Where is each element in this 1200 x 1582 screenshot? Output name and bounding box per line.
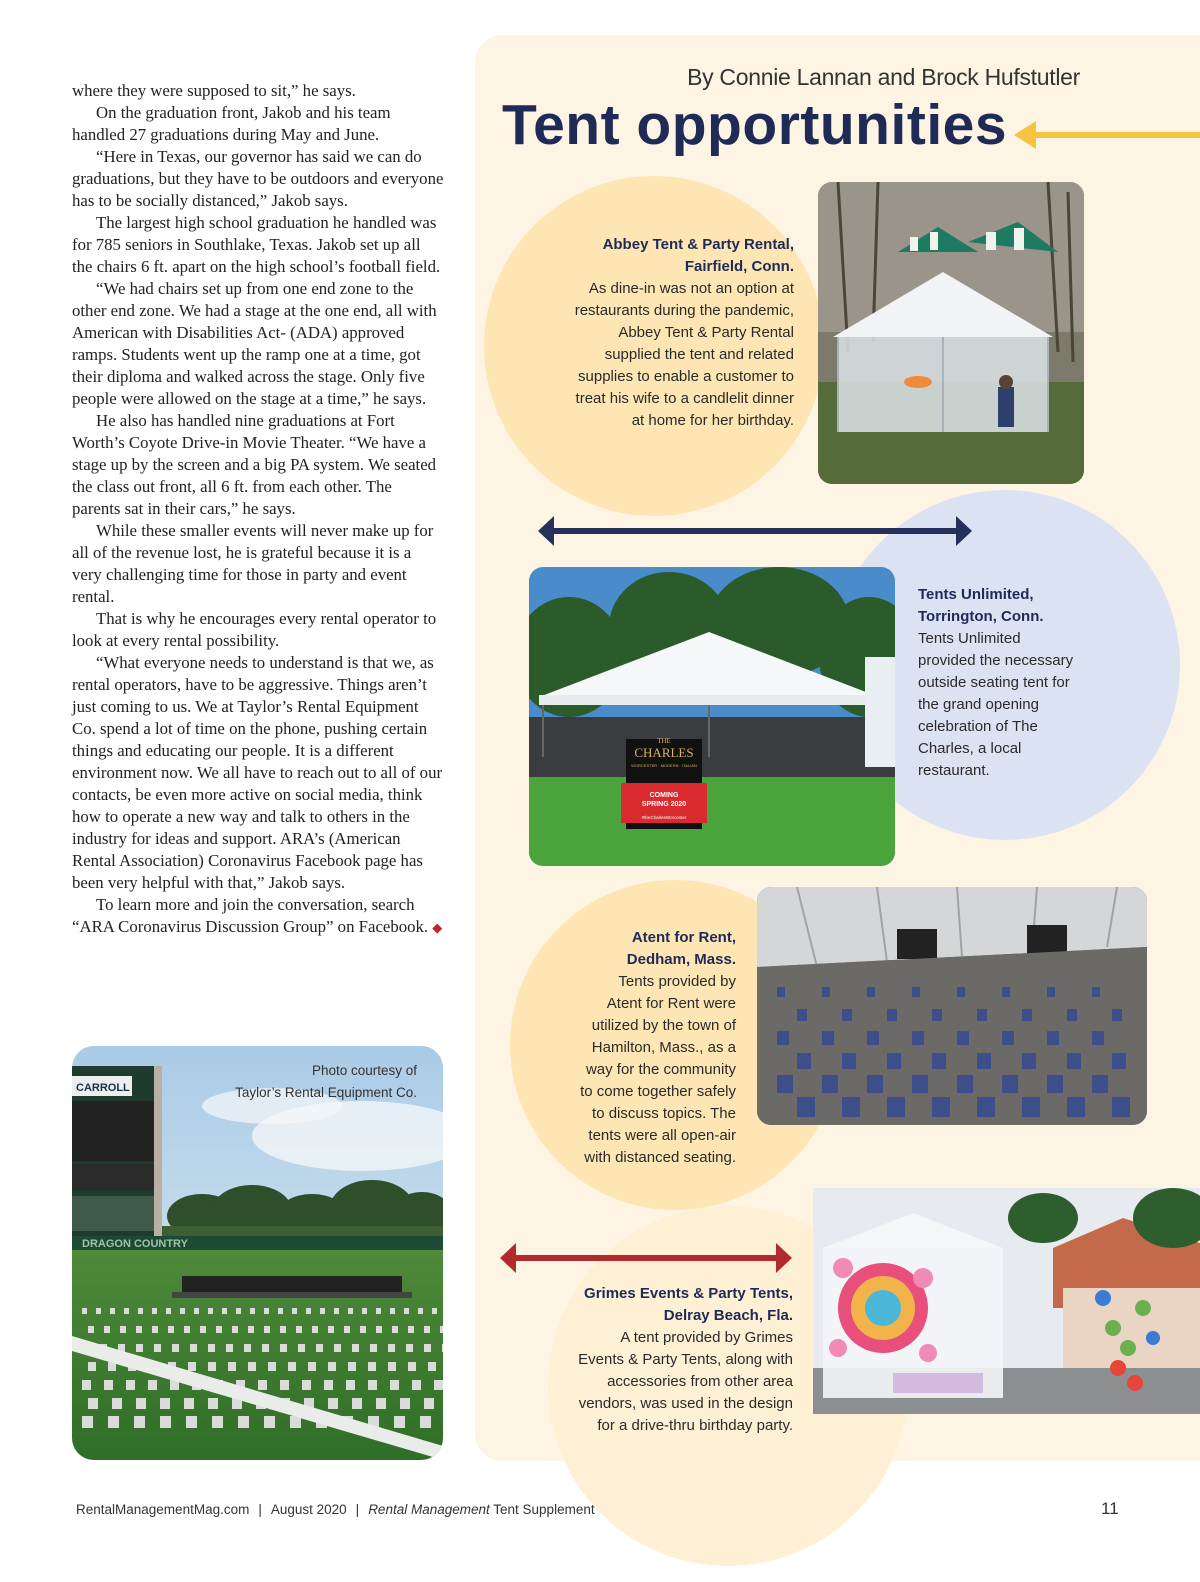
caption-line: tents were all open-air xyxy=(588,1127,736,1144)
article-paragraph: On the graduation front, Jakob and his team handled 27 graduations during May and June. xyxy=(72,103,391,144)
chair xyxy=(328,1326,334,1333)
caption-line: provided the necessary xyxy=(918,652,1074,669)
page-title: Tent opportunities xyxy=(502,93,1008,157)
chair xyxy=(160,1398,170,1409)
chair xyxy=(316,1344,323,1352)
tent-chair xyxy=(977,1009,987,1021)
chair xyxy=(112,1398,122,1409)
chair xyxy=(186,1416,197,1428)
chair xyxy=(104,1326,110,1333)
stadium-illustration xyxy=(72,1046,443,1460)
chair xyxy=(208,1362,216,1371)
chair xyxy=(388,1344,395,1352)
chair xyxy=(262,1344,269,1352)
footer-site: RentalManagementMag.com xyxy=(76,1502,250,1517)
caption-name: Atent for Rent, xyxy=(631,929,736,946)
article-body xyxy=(72,80,444,939)
chair xyxy=(312,1326,318,1333)
tent-chair xyxy=(822,1031,834,1045)
chair xyxy=(184,1398,194,1409)
tent-chair xyxy=(1092,987,1100,997)
chair xyxy=(226,1344,233,1352)
tent-chair xyxy=(867,1031,879,1045)
chair xyxy=(228,1362,236,1371)
chair xyxy=(348,1362,356,1371)
photo-credit-line: Taylor’s Rental Equipment Co. xyxy=(235,1085,417,1100)
chair xyxy=(418,1308,423,1314)
caption-line: with distanced seating. xyxy=(584,1149,736,1166)
stadium-photo xyxy=(72,1046,443,1460)
chair xyxy=(376,1326,382,1333)
dragon-country-banner: DRAGON COUNTRY xyxy=(82,1238,188,1250)
caption-line: Charles, a local xyxy=(918,740,1022,757)
caption-line: Atent for Rent were xyxy=(606,995,736,1012)
chair xyxy=(280,1326,286,1333)
page-number: 11 xyxy=(1101,1499,1119,1518)
chair xyxy=(152,1308,157,1314)
tent-chair xyxy=(957,1031,969,1045)
chair xyxy=(110,1308,115,1314)
caption-line: Hamilton, Mass., as a xyxy=(591,1039,736,1056)
tent-chair xyxy=(777,987,785,997)
chair xyxy=(280,1344,287,1352)
caption-name: Fairfield, Conn. xyxy=(684,258,794,275)
chair xyxy=(134,1416,145,1428)
chair xyxy=(82,1416,93,1428)
caption-grimes-events xyxy=(545,1283,793,1437)
tent-chair xyxy=(1047,987,1055,997)
chair xyxy=(420,1416,431,1428)
tent-chair xyxy=(912,987,920,997)
double-arrow-navy-icon xyxy=(536,514,974,548)
atent-interior-illustration xyxy=(757,887,1147,1125)
chair xyxy=(424,1398,434,1409)
caption-line: A tent provided by Grimes xyxy=(620,1329,793,1346)
caption-line: Events & Party Tents, along with xyxy=(578,1351,793,1368)
footer-separator: | xyxy=(355,1502,360,1517)
photo-tents-unlimited xyxy=(529,567,895,866)
footer-separator: | xyxy=(258,1502,262,1517)
caption-line: supplies to enable a customer to xyxy=(578,368,794,385)
chair xyxy=(82,1308,87,1314)
chair xyxy=(208,1308,213,1314)
chair xyxy=(404,1308,409,1314)
caption-name: Dedham, Mass. xyxy=(626,951,736,968)
tent-chair xyxy=(932,1053,946,1069)
chair xyxy=(302,1380,311,1390)
chair xyxy=(212,1416,223,1428)
caption-name: Delray Beach, Fla. xyxy=(663,1307,793,1324)
chair xyxy=(88,1362,96,1371)
chair xyxy=(88,1398,98,1409)
byline: By Connie Lannan and Brock Hufstutler xyxy=(687,64,1080,90)
chair xyxy=(138,1308,143,1314)
chair xyxy=(96,1308,101,1314)
chair xyxy=(194,1308,199,1314)
tent-chair xyxy=(912,1075,928,1093)
chair xyxy=(190,1344,197,1352)
caption-line: As dine-in was not an option at xyxy=(588,280,794,297)
footer-date: August 2020 xyxy=(270,1502,347,1517)
chair xyxy=(200,1326,206,1333)
chair xyxy=(440,1326,443,1333)
chair xyxy=(408,1362,416,1371)
tent-chair xyxy=(1002,987,1010,997)
tent-chair xyxy=(957,987,965,997)
tent-chair xyxy=(977,1097,995,1117)
article-paragraph-text: To learn more and join the conversation, search “ARA Coronavirus Discussion Group” on Facebook. xyxy=(72,895,429,936)
article-paragraph: “What everyone needs to understand is that we, as rental operators, have to be aggressive. Things aren’t just coming to us. We at Taylor’s Rental Equipment Co. spend a lot of time on the phone, pushing certain things and educating our people. It is a different environment now. We all have to reach out to all of our contacts, be even more active on social media, think how to operate a new way and talk to others in the industry for ideas and support. ARA’s (American Rental Association) Coronavirus Facebook page has been very helpful with that,” Jakob says. xyxy=(72,653,443,892)
tent-chair xyxy=(912,1031,924,1045)
chair xyxy=(108,1416,119,1428)
tent-chair xyxy=(797,1053,811,1069)
chair xyxy=(126,1380,135,1390)
caption-name: Tents Unlimited, xyxy=(918,586,1034,603)
tent-chair xyxy=(1022,1009,1032,1021)
chair xyxy=(442,1344,443,1352)
caption-line: to discuss topics. The xyxy=(592,1105,736,1122)
chair xyxy=(370,1344,377,1352)
chair xyxy=(208,1398,218,1409)
tent-chair xyxy=(887,1009,897,1021)
grimes-balloon-illustration xyxy=(813,1188,1200,1414)
tent-chair xyxy=(797,1097,815,1117)
chair xyxy=(264,1308,269,1314)
tent-chair xyxy=(1092,1031,1104,1045)
chair xyxy=(324,1380,333,1390)
caption-name: Abbey Tent & Party Rental, xyxy=(602,236,794,253)
tent-chair xyxy=(777,1075,793,1093)
chair xyxy=(412,1380,421,1390)
chair xyxy=(432,1308,437,1314)
chair xyxy=(172,1344,179,1352)
tent-chair xyxy=(1112,1097,1130,1117)
article-paragraph: He also has handled nine graduations at Fort Worth’s Coyote Drive-in Movie Theater. “We have a stage up by the screen and a big PA system. We seated the class out front, all 6 ft. from each other. The parents sat in their cars,” he says. xyxy=(72,411,437,518)
caption-name: Grimes Events & Party Tents, xyxy=(584,1285,793,1302)
footer-pub-suffix: Tent Supplement xyxy=(489,1502,595,1517)
chair xyxy=(280,1380,289,1390)
chair xyxy=(160,1416,171,1428)
tent-chair xyxy=(1022,1097,1040,1117)
chair xyxy=(136,1344,143,1352)
chair xyxy=(424,1326,430,1333)
end-mark-icon: ◆ xyxy=(432,920,443,935)
photo-credit-line: Photo courtesy of xyxy=(311,1063,417,1078)
chair xyxy=(296,1326,302,1333)
chair xyxy=(136,1326,142,1333)
abbey-tent-illustration xyxy=(818,182,1084,484)
caption-line: Abbey Tent & Party Rental xyxy=(618,324,794,341)
chair xyxy=(264,1416,275,1428)
chair xyxy=(222,1308,227,1314)
chair xyxy=(406,1344,413,1352)
chair xyxy=(248,1326,254,1333)
chair xyxy=(334,1308,339,1314)
chair xyxy=(82,1380,91,1390)
caption-line: treat his wife to a candlelit dinner xyxy=(575,390,794,407)
photo-atent-for-rent xyxy=(757,887,1147,1125)
chair xyxy=(360,1326,366,1333)
tent-chair xyxy=(797,1009,807,1021)
sign-hashtag: #theCharlesWorcester xyxy=(641,815,687,820)
chair xyxy=(428,1362,436,1371)
article-paragraph-last xyxy=(72,894,444,939)
caption-line: Tents provided by xyxy=(618,973,736,990)
chair xyxy=(168,1326,174,1333)
chair xyxy=(278,1308,283,1314)
caption-tents-unlimited xyxy=(918,584,1108,782)
chair xyxy=(250,1308,255,1314)
caption-line: celebration of The xyxy=(918,718,1038,735)
chair xyxy=(424,1344,431,1352)
chair xyxy=(352,1398,362,1409)
chair xyxy=(208,1344,215,1352)
tent-chair xyxy=(1047,1075,1063,1093)
tent-chair xyxy=(1002,1075,1018,1093)
caption-line: restaurant. xyxy=(918,762,990,779)
chair xyxy=(306,1308,311,1314)
chair xyxy=(264,1326,270,1333)
caption-line: at home for her birthday. xyxy=(631,412,794,429)
chair xyxy=(362,1308,367,1314)
chair xyxy=(154,1344,161,1352)
tent-chair xyxy=(1067,1097,1085,1117)
tent-chair xyxy=(867,1075,883,1093)
chair xyxy=(390,1380,399,1390)
sign-charles: CHARLES xyxy=(634,745,694,760)
tent-chair xyxy=(822,1075,838,1093)
caption-line: vendors, was used in the design xyxy=(578,1395,793,1412)
sign-sub: WORCESTER · MODERN · ITALIAN xyxy=(631,763,697,768)
photo-grimes-events xyxy=(813,1188,1200,1414)
caption-line: to come together safely xyxy=(580,1083,736,1100)
sign-spring: SPRING 2020 xyxy=(641,801,687,808)
chair xyxy=(328,1362,336,1371)
chair xyxy=(216,1326,222,1333)
tent-chair xyxy=(887,1097,905,1117)
chair xyxy=(232,1326,238,1333)
chair xyxy=(188,1362,196,1371)
article-paragraph: where they were supposed to sit,” he says. xyxy=(72,81,356,100)
tent-chair xyxy=(957,1075,973,1093)
tent-chair xyxy=(887,1053,901,1069)
tent-chair xyxy=(977,1053,991,1069)
chair xyxy=(292,1308,297,1314)
chair xyxy=(390,1308,395,1314)
caption-atent-for-rent xyxy=(540,927,736,1169)
tent-chair xyxy=(1067,1053,1081,1069)
caption-line: accessories from other area xyxy=(607,1373,793,1390)
chair xyxy=(166,1308,171,1314)
chair xyxy=(288,1362,296,1371)
chair xyxy=(346,1380,355,1390)
sign-the: THE xyxy=(657,737,671,745)
chair xyxy=(124,1308,129,1314)
chair xyxy=(120,1326,126,1333)
article-paragraph: The largest high school graduation he handled was for 785 seniors in Southlake, Texas. Jakob set up all the chairs 6 ft. apart on the high school’s football field. xyxy=(72,213,441,276)
tent-chair xyxy=(1112,1053,1126,1069)
caption-line: the grand opening xyxy=(918,696,1039,713)
footer-pub-title: Rental Management xyxy=(368,1502,490,1517)
chair xyxy=(348,1308,353,1314)
double-arrow-red-icon xyxy=(498,1241,794,1275)
chair xyxy=(368,1362,376,1371)
chair xyxy=(376,1308,381,1314)
chair xyxy=(238,1416,249,1428)
chair xyxy=(344,1326,350,1333)
chair xyxy=(408,1326,414,1333)
sign-coming: COMING xyxy=(649,792,679,799)
tent-chair xyxy=(932,1009,942,1021)
chair xyxy=(352,1344,359,1352)
tent-chair xyxy=(822,987,830,997)
article-paragraph: While these smaller events will never make up for all of the revenue lost, he is grateful because it is a very challenging time for those in party and event rental. xyxy=(72,521,434,606)
article-paragraph: That is why he encourages every rental operator to look at every rental possibility. xyxy=(72,609,437,650)
chair xyxy=(136,1398,146,1409)
caption-line: utilized by the town of xyxy=(591,1017,736,1034)
chair xyxy=(298,1344,305,1352)
tent-chair xyxy=(777,1031,789,1045)
caption-line: for a drive-thru birthday party. xyxy=(597,1417,793,1434)
chair xyxy=(104,1380,113,1390)
chair xyxy=(236,1308,241,1314)
chair xyxy=(244,1344,251,1352)
chair xyxy=(180,1308,185,1314)
tent-chair xyxy=(1112,1009,1122,1021)
photo-credit xyxy=(235,1060,417,1104)
charles-tent-illustration xyxy=(529,567,895,866)
chair xyxy=(184,1326,190,1333)
caption-line: restaurants during the pandemic, xyxy=(574,302,794,319)
tent-chair xyxy=(842,1097,860,1117)
chair xyxy=(334,1344,341,1352)
tent-chair xyxy=(1022,1053,1036,1069)
chair xyxy=(368,1380,377,1390)
tent-chair xyxy=(932,1097,950,1117)
chair xyxy=(388,1362,396,1371)
photo-abbey-tent xyxy=(818,182,1084,484)
tent-chair xyxy=(1092,1075,1108,1093)
chair xyxy=(258,1380,267,1390)
footer xyxy=(76,1502,595,1517)
caption-line: supplied the tent and related xyxy=(604,346,794,363)
tent-chair xyxy=(842,1053,856,1069)
chair xyxy=(394,1416,405,1428)
tent-chair xyxy=(1002,1031,1014,1045)
chair xyxy=(328,1398,338,1409)
chair xyxy=(320,1308,325,1314)
caption-line: Tents Unlimited xyxy=(918,630,1021,647)
chair xyxy=(248,1362,256,1371)
chair xyxy=(148,1380,157,1390)
chair xyxy=(376,1398,386,1409)
scoreboard-sign: CARROLL xyxy=(76,1082,130,1094)
chair xyxy=(392,1326,398,1333)
caption-line: way for the community xyxy=(585,1061,736,1078)
caption-line: outside seating tent for xyxy=(918,674,1070,691)
chair xyxy=(268,1362,276,1371)
chair xyxy=(290,1416,301,1428)
article-paragraph: “Here in Texas, our governor has said we can do graduations, but they have to be outdoors and everyone has to be socially distanced,” Jakob says. xyxy=(72,147,444,210)
chair xyxy=(152,1326,158,1333)
tent-chair xyxy=(1047,1031,1059,1045)
caption-name: Torrington, Conn. xyxy=(918,608,1044,625)
chair xyxy=(88,1326,94,1333)
chair xyxy=(308,1362,316,1371)
chair xyxy=(400,1398,410,1409)
tent-chair xyxy=(842,1009,852,1021)
title-arrow-icon xyxy=(1010,118,1200,152)
tent-chair xyxy=(1067,1009,1077,1021)
chair xyxy=(434,1380,443,1390)
article-paragraph: “We had chairs set up from one end zone to the other end zone. We had a stage at the one end, all with American with Disabilities Act- (ADA) approved ramps. Students went up the ramp one at a time, got their diploma and walked across the stage. Only five people were allowed on the stage at a time,” he says. xyxy=(72,279,437,408)
tent-chair xyxy=(867,987,875,997)
caption-abbey-tent xyxy=(545,234,794,432)
